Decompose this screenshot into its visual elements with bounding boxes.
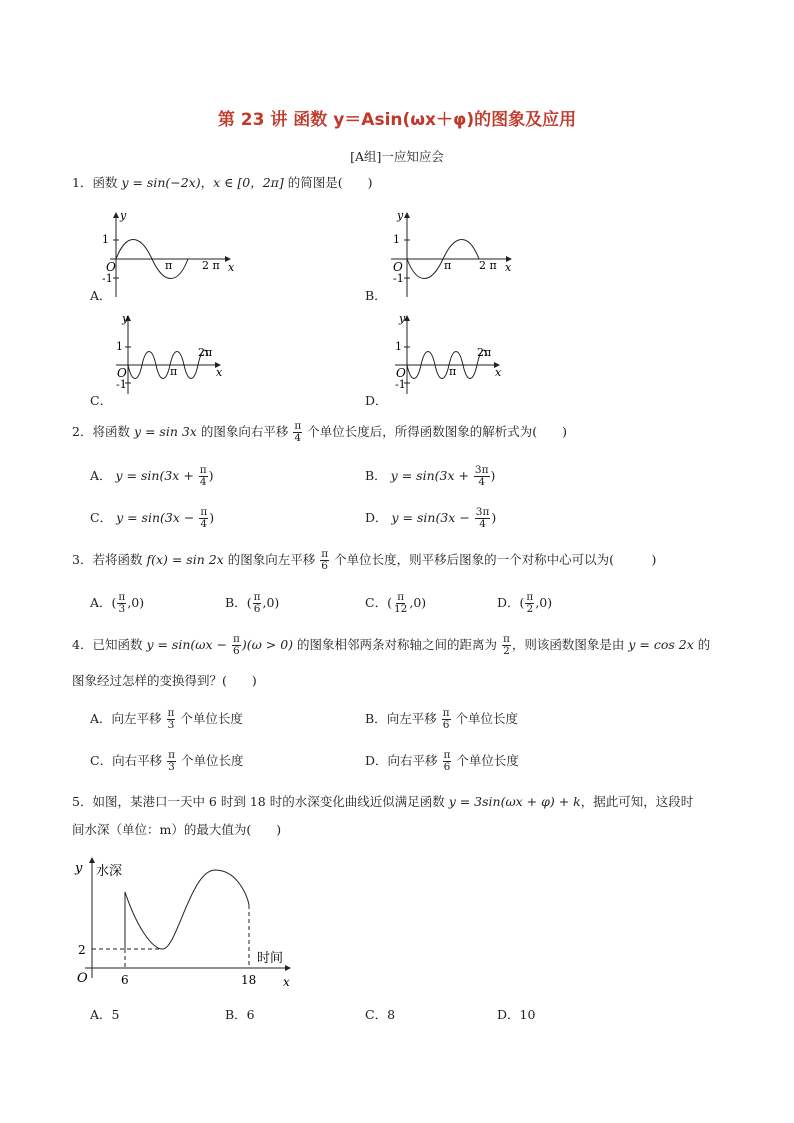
question-4-stem-line2: 图象经过怎样的变换得到？( ) xyxy=(72,673,257,688)
q2-option-c[interactable]: C． y = sin(3x − $\frac{\pi}{4}$ ) xyxy=(90,506,215,530)
q4-option-a[interactable]: A．向左平移 $\frac{\pi}{3}$ 个单位长度 xyxy=(90,707,243,731)
svg-text:2π: 2π xyxy=(477,346,492,359)
q1-graph-d xyxy=(355,310,535,400)
svg-text:6: 6 xyxy=(121,973,129,987)
svg-text:2π: 2π xyxy=(198,346,213,359)
q3-option-d[interactable]: D．( $\frac{\pi}{2}$ ,0) xyxy=(497,591,553,615)
q2-option-d[interactable]: D． y = sin(3x − $\frac{3\pi}{4}$ ) xyxy=(365,506,497,530)
q3-option-c[interactable]: C．( $\frac{\pi}{12}$ ,0) xyxy=(365,591,427,615)
q4-option-d[interactable]: D．向右平移 $\frac{\pi}{6}$ 个单位长度 xyxy=(365,749,519,773)
q3-option-b[interactable]: B．( $\frac{\pi}{6}$ ,0) xyxy=(225,591,280,615)
svg-text:π: π xyxy=(444,259,452,272)
svg-text:x: x xyxy=(283,975,290,989)
svg-text:π: π xyxy=(449,365,457,378)
svg-text:时间: 时间 xyxy=(257,951,284,966)
svg-text:-1: -1 xyxy=(395,378,406,391)
svg-text:1: 1 xyxy=(395,340,402,353)
svg-text:y: y xyxy=(120,209,127,222)
q1-option-d[interactable]: D． xyxy=(365,393,388,408)
question-3-stem: 3．若将函数 f(x) = sin 2x 的图象向左平移 $\frac{\pi}{6}$ 个单位长度，则平移后图象的一个对称中心可以为( ) xyxy=(72,548,657,572)
q3-option-a[interactable]: A．( $\frac{\pi}{3}$ ,0) xyxy=(90,591,145,615)
q1-graph-c xyxy=(80,310,260,400)
svg-text:O: O xyxy=(396,366,406,380)
svg-text:y: y xyxy=(75,861,83,876)
q5-water-depth-graph xyxy=(65,850,305,990)
q2-option-b[interactable]: B． y = sin(3x + $\frac{3\pi}{4}$ ) xyxy=(365,464,496,488)
svg-text:-1: -1 xyxy=(393,272,404,285)
svg-text:1: 1 xyxy=(102,233,109,246)
question-1-stem: 1．函数 y = sin(−2x)，x ∈ [0，2π] 的简图是( ) xyxy=(72,175,373,190)
svg-text:y: y xyxy=(397,209,404,222)
svg-text:O: O xyxy=(106,260,116,274)
svg-text:18: 18 xyxy=(241,973,257,987)
q1-option-c[interactable]: C． xyxy=(90,393,113,408)
question-5-stem-line2: 间水深（单位：m）的最大值为( ) xyxy=(72,822,282,837)
svg-text:π: π xyxy=(165,259,173,272)
svg-text:x: x xyxy=(505,261,512,274)
svg-text:-1: -1 xyxy=(116,378,127,391)
svg-text:1: 1 xyxy=(393,233,400,246)
svg-text:y: y xyxy=(122,312,129,325)
q5-option-d[interactable]: D．10 xyxy=(497,1007,536,1022)
q2-option-a[interactable]: A． y = sin(3x + $\frac{\pi}{4}$ ) xyxy=(90,464,214,488)
q1-option-a[interactable]: A． xyxy=(90,288,112,303)
svg-text:1: 1 xyxy=(116,340,123,353)
q5-option-a[interactable]: A．5 xyxy=(90,1007,120,1022)
question-5-stem-line1: 5．如图，某港口一天中 6 时到 18 时的水深变化曲线近似满足函数 y = 3sin(ωx + φ) + k，据此可知，这段时 xyxy=(72,794,694,809)
svg-text:2 π: 2 π xyxy=(202,259,220,272)
q5-option-b[interactable]: B．6 xyxy=(225,1007,255,1022)
q4-option-b[interactable]: B．向左平移 $\frac{\pi}{6}$ 个单位长度 xyxy=(365,707,519,731)
q1-option-b[interactable]: B． xyxy=(365,288,387,303)
q5-option-c[interactable]: C．8 xyxy=(365,1007,396,1022)
svg-text:O: O xyxy=(117,366,127,380)
svg-text:x: x xyxy=(495,366,502,379)
svg-text:O: O xyxy=(77,971,88,986)
svg-text:2: 2 xyxy=(78,943,86,957)
svg-text:-1: -1 xyxy=(102,272,113,285)
q4-option-c[interactable]: C．向右平移 $\frac{\pi}{3}$ 个单位长度 xyxy=(90,749,244,773)
svg-text:2 π: 2 π xyxy=(479,259,497,272)
svg-text:π: π xyxy=(170,365,178,378)
svg-text:x: x xyxy=(228,261,235,274)
svg-text:O: O xyxy=(393,260,403,274)
group-heading: [A组]一应知应会 xyxy=(350,149,444,164)
question-4-stem-line1: 4．已知函数 y = sin(ωx − $\frac{\pi}{6}$ )(ω > 0) 的图象相邻两条对称轴之间的距离为 $\frac{\pi}{2}$ ，则该函数图象是由 y = cos 2x 的 xyxy=(72,633,711,657)
svg-text:x: x xyxy=(216,366,223,379)
svg-text:y: y xyxy=(399,312,406,325)
question-2-stem: 2．将函数 y = sin 3x 的图象向右平移 $\frac{\pi}{4}$ 个单位长度后，所得函数图象的解析式为( ) xyxy=(72,420,567,444)
svg-text:水深: 水深 xyxy=(96,864,123,879)
page-title: 第 23 讲 函数 y＝Asin(ωx＋φ)的图象及应用 xyxy=(217,110,577,130)
